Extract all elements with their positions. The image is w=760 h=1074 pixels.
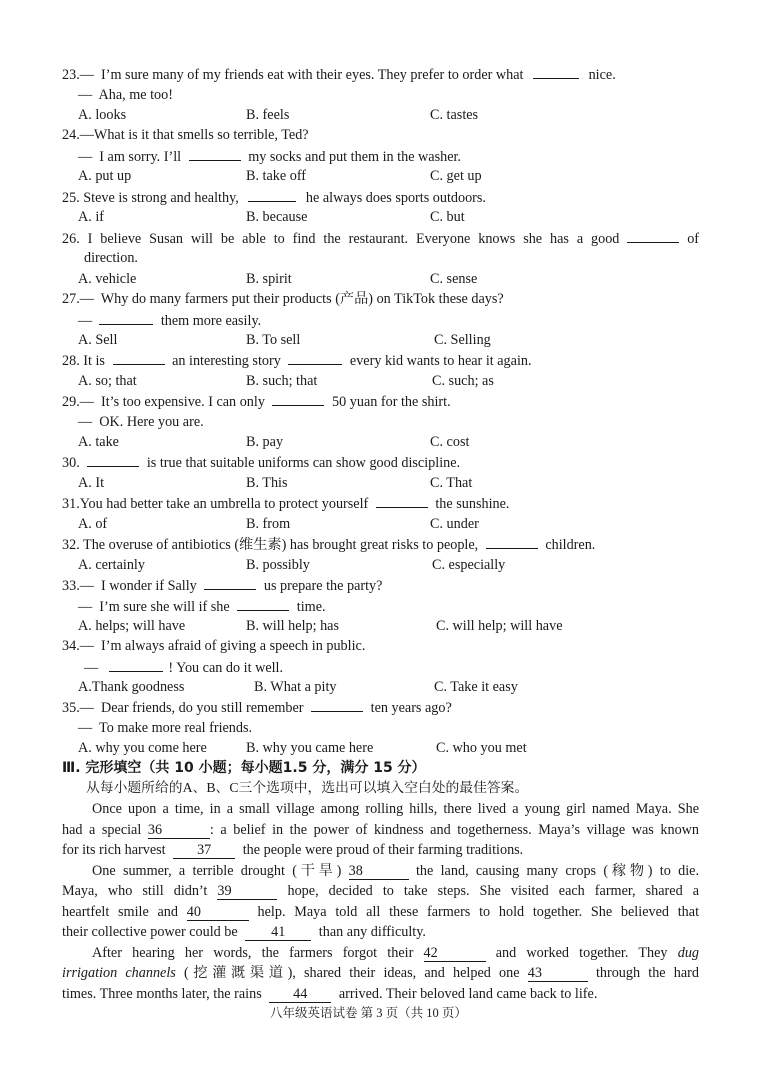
option-c: C. Selling [434, 332, 491, 348]
option-b: B. What a pity [254, 679, 337, 695]
option-a: A. why you come here [78, 740, 207, 756]
cloze-blank-44: 44 [269, 987, 331, 1003]
option-c: C. cost [430, 434, 470, 450]
option-b: B. pay [246, 434, 284, 450]
cloze-blank-38: 38 [349, 864, 409, 880]
option-b: B. possibly [246, 557, 310, 573]
question-25-stem: 25. Steve is strong and healthy, he always does sports outdoors. [62, 190, 486, 206]
cloze-blank-42: 42 [424, 946, 486, 962]
question-33-stem: 33.— I wonder if Sally us prepare the party? [62, 578, 383, 594]
option-a: A. vehicle [78, 271, 137, 287]
question-27-stem: 27.— Why do many farmers put their products (产品) on TikTok these days? [62, 291, 504, 307]
page-footer: 八年级英语试卷 第 3 页（共 10 页） [270, 1006, 467, 1020]
option-a: A. looks [78, 107, 127, 123]
option-a: A. It [78, 475, 105, 491]
option-c: C. That [430, 475, 473, 491]
option-a: A. so; that [78, 373, 137, 389]
option-a: A. if [78, 209, 105, 225]
passage-line: Maya, who still didn’t 39 hope, decided to take steps. She visited each farmer, shared a [62, 883, 700, 899]
passage-line: for its rich harvest 37 the people were proud of their farming traditions. [62, 842, 524, 858]
question-24-reply: — I am sorry. I’ll my socks and put them in the washer. [78, 149, 461, 165]
passage-line: After hearing her words, the farmers forgot their 42 and worked together. They dug [92, 945, 699, 961]
option-c: C. especially [432, 557, 506, 573]
option-c: C. will help; will have [436, 618, 563, 634]
option-b: B. spirit [246, 271, 292, 287]
question-number: 23.— [62, 67, 94, 83]
passage-line: One summer, a terrible drought (干旱) 38 the land, causing many crops (稼物) to die. [92, 863, 700, 879]
question-28-stem: 28. It is an interesting story every kid wants to hear it again. [62, 353, 532, 369]
option-c: C. who you met [436, 740, 527, 756]
answer-blank [311, 698, 363, 712]
cloze-blank-36: 36 [148, 823, 210, 839]
option-a: A. take [78, 434, 119, 450]
option-c: C. get up [430, 168, 482, 184]
option-a: A. of [78, 516, 108, 532]
answer-blank [272, 392, 324, 406]
question-33-reply: — I’m sure she will if she time. [78, 599, 326, 615]
answer-blank [376, 494, 428, 508]
option-c: C. Take it easy [434, 679, 518, 695]
answer-blank [87, 453, 139, 467]
option-a: A. certainly [78, 557, 145, 573]
answer-blank [288, 351, 342, 365]
option-a: A. helps; will have [78, 618, 186, 634]
cloze-blank-40: 40 [187, 905, 249, 921]
option-a: A.Thank goodness [78, 679, 185, 695]
answer-blank [109, 658, 163, 672]
answer-blank [189, 147, 241, 161]
option-c: C. under [430, 516, 479, 532]
question-29-reply: — OK. Here you are. [78, 414, 204, 430]
question-30-stem: 30. is true that suitable uniforms can show good discipline. [62, 455, 461, 471]
question-23-stem: 23.— I’m sure many of my friends eat with their eyes. They prefer to order what nice. [62, 67, 616, 83]
answer-blank [627, 229, 679, 243]
question-29-stem: 29.— It’s too expensive. I can only 50 yuan for the shirt. [62, 394, 451, 410]
question-32-stem: 32. The overuse of antibiotics (维生素) has brought great risks to people, children. [62, 537, 596, 553]
option-b: B. such; that [246, 373, 318, 389]
question-31-stem: 31.You had better take an umbrella to protect yourself the sunshine. [62, 496, 510, 512]
option-b: B. feels [246, 107, 290, 123]
passage-line: times. Three months later, the rains 44 arrived. Their beloved land came back to life. [62, 986, 598, 1002]
question-23-reply: — Aha, me too! [78, 87, 173, 103]
question-24-stem: 24.—What is it that smells so terrible, Ted? [62, 127, 309, 143]
option-a: A. put up [78, 168, 132, 184]
question-34-stem: 34.— I’m always afraid of giving a speech in public. [62, 638, 366, 654]
question-35-stem: 35.— Dear friends, do you still remember ten years ago? [62, 700, 452, 716]
answer-blank [99, 311, 153, 325]
passage-line: heartfelt smile and 40 help. Maya told all these farmers to hold together. She believed that [62, 904, 700, 920]
option-b: B. because [246, 209, 308, 225]
option-a: A. Sell [78, 332, 118, 348]
cloze-blank-39: 39 [217, 884, 277, 900]
option-b: B. will help; has [246, 618, 340, 634]
section-title: Ⅲ. 完形填空（共 10 小题；每小题1.5 分，满分 15 分） [62, 760, 426, 776]
option-b: B. To sell [246, 332, 301, 348]
answer-blank [237, 597, 289, 611]
answer-blank [533, 65, 579, 79]
passage-line: irrigation channels (挖灌溉渠道), shared their ideas, and helped one 43 through the hard [62, 965, 700, 981]
question-27-reply: — them more easily. [78, 313, 262, 329]
answer-blank [486, 535, 538, 549]
cloze-blank-41: 41 [245, 925, 311, 941]
passage-line: their collective power could be 41 than any difficulty. [62, 924, 426, 940]
cloze-blank-43: 43 [528, 966, 588, 982]
passage-line: had a special 36 : a belief in the power of kindness and togetherness. Maya’s village was known [62, 822, 699, 838]
option-c: C. such; as [432, 373, 494, 389]
option-b: B. from [246, 516, 291, 532]
option-b: B. This [246, 475, 288, 491]
question-35-reply: — To make more real friends. [78, 720, 253, 736]
option-c: C. but [430, 209, 465, 225]
option-b: B. why you came here [246, 740, 374, 756]
answer-blank [248, 188, 296, 202]
question-26-continuation: direction. [84, 250, 138, 266]
section-instruction: 从每小题所给的A、B、C三个选项中，选出可以填入空白处的最佳答案。 [86, 780, 529, 795]
question-26-stem: 26. I believe Susan will be able to find the restaurant. Everyone knows she has a good of [62, 231, 700, 247]
question-34-reply: — ! You can do it well. [84, 660, 284, 676]
option-b: B. take off [246, 168, 307, 184]
cloze-blank-37: 37 [173, 843, 235, 859]
answer-blank [204, 576, 256, 590]
option-c: C. tastes [430, 107, 479, 123]
option-c: C. sense [430, 271, 478, 287]
answer-blank [113, 351, 165, 365]
passage-line: Once upon a time, in a small village among rolling hills, there lived a young girl named Maya. She [92, 801, 699, 817]
